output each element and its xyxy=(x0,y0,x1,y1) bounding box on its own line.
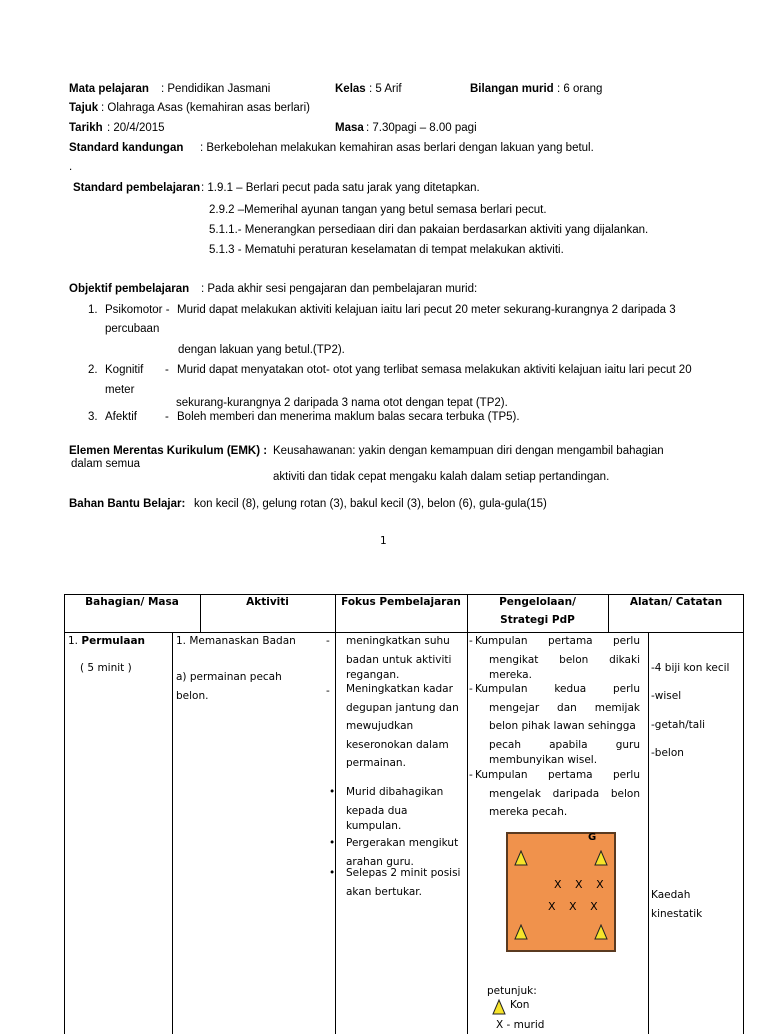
bahan-value: kon kecil (8), gelung rotan (3), bakul kecil (3), belon (6), gula-gula(15) xyxy=(194,498,547,510)
sp-item: 2.9.2 –Memerihal ayunan tangan yang betul semasa berlari pecut. xyxy=(209,204,547,216)
kaedah-label: Kaedah xyxy=(651,889,691,901)
sp-item: : 1.9.1 – Berlari pecut pada satu jarak yang ditetapkan. xyxy=(201,182,480,194)
bahagian-num: 1. xyxy=(68,635,79,647)
table-border xyxy=(172,632,173,1034)
pengelolaan-item: Kumpulan pertama perlu mengelak daripada belon mereka pecah. xyxy=(475,769,640,818)
objektif-text: dengan lakuan yang betul.(TP2). xyxy=(178,344,345,356)
alatan-item: -getah/tali xyxy=(651,719,706,731)
emk-value: aktiviti dan tidak cepat mengaku kalah dalam setiap pertandingan. xyxy=(273,471,610,483)
bahagian-title: Permulaan xyxy=(81,635,146,647)
cone-icon xyxy=(514,924,528,940)
bahagian-time: ( 5 minit ) xyxy=(80,662,132,674)
objektif-text: Murid dapat melakukan aktiviti kelajuan iaitu lari pecut 20 meter sekurang-kurangnya 2 daripada 3 xyxy=(177,304,676,316)
objektif-text: Boleh memberi dan menerima maklum balas secara terbuka (TP5). xyxy=(177,411,520,423)
emk-label: Elemen Merentas Kurikulum (EMK) : xyxy=(69,445,268,457)
objektif-domain: Psikomotor - xyxy=(105,304,170,316)
fokus-item: Meningkatkan kadar degupan jantung dan mewujudkan keseronokan dalam permainan. xyxy=(346,683,459,769)
bahagian-cell xyxy=(68,632,145,651)
header-strategi: Strategi PdP xyxy=(500,614,575,626)
masa-value: : 7.30pagi – 8.00 pagi xyxy=(366,122,477,134)
tarikh-label: Tarikh xyxy=(69,122,103,134)
legend-murid: X - murid xyxy=(496,1019,545,1031)
bilangan-label: Bilangan murid xyxy=(470,83,554,95)
aktiviti-sub: belon. xyxy=(176,690,209,702)
table-border xyxy=(743,594,744,1034)
fokus-item: meningkatkan suhu badan untuk aktiviti regangan. xyxy=(346,635,452,681)
header-aktiviti: Aktiviti xyxy=(246,596,289,608)
kelas-label: Kelas xyxy=(335,83,366,95)
table-border xyxy=(335,594,336,1034)
objektif-num: 2. xyxy=(88,364,98,376)
teacher-marker: G xyxy=(588,832,597,843)
objektif-label: Objektif pembelajaran xyxy=(69,283,190,295)
cone-icon xyxy=(514,850,528,866)
bullet-icon: • xyxy=(329,867,336,879)
aktiviti-main: 1. Memanaskan Badan xyxy=(176,635,296,647)
page-number: 1 xyxy=(380,535,387,547)
dash-marker: - xyxy=(326,635,330,647)
tarikh-value: : 20/4/2015 xyxy=(107,122,165,134)
game-field-diagram xyxy=(506,832,616,952)
objektif-text: Murid dapat menyatakan otot- otot yang terlibat semasa melakukan aktiviti kelajuan iaitu lari pecut 20 xyxy=(177,364,692,376)
sp-item: 5.1.3 - Mematuhi peraturan keselamatan di tempat melakukan aktiviti. xyxy=(209,244,564,256)
bilangan-value: : 6 orang xyxy=(557,83,603,95)
aktiviti-sub: a) permainan pecah xyxy=(176,671,282,683)
objektif-text: sekurang-kurangnya 2 daripada 3 nama otot dengan tepat (TP2). xyxy=(176,397,508,409)
tajuk-value: : Olahraga Asas (kemahiran asas berlari) xyxy=(101,102,311,114)
masa-label: Masa xyxy=(335,122,364,134)
sk-value: : Berkebolehan melakukan kemahiran asas berlari dengan lakuan yang betul. xyxy=(200,142,594,154)
dash-marker: - xyxy=(469,635,473,647)
pengelolaan-item: Kumpulan kedua perlu mengejar dan memijak belon pihak lawan sehingga pecah apabila guru membunyikan wisel. xyxy=(475,683,640,766)
cone-icon xyxy=(594,924,608,940)
dash-marker: - xyxy=(326,685,330,697)
objektif-num: 3. xyxy=(88,411,98,423)
stray-dot: . xyxy=(69,161,73,173)
objektif-num: 1. xyxy=(88,304,98,316)
objektif-text: percubaan xyxy=(105,323,160,335)
bullet-icon: • xyxy=(329,786,336,798)
table-border xyxy=(467,594,468,1034)
sp-item: 5.1.1.- Menerangkan persediaan diri dan pakaian berdasarkan aktiviti yang dijalankan. xyxy=(209,224,649,236)
sp-label: Standard pembelajaran xyxy=(73,182,201,194)
table-border xyxy=(64,594,65,1034)
table-border xyxy=(648,632,649,1034)
header-pengelolaan: Pengelolaan/ xyxy=(499,596,576,608)
sk-label: Standard kandungan xyxy=(69,142,184,154)
objektif-dash: - xyxy=(165,411,169,423)
header-bahagian: Bahagian/ Masa xyxy=(85,596,179,608)
alatan-item: -4 biji kon kecil xyxy=(651,662,730,674)
fokus-item: Pergerakan mengikut arahan guru. xyxy=(346,837,459,868)
alatan-item: -wisel xyxy=(651,690,682,702)
header-fokus: Fokus Pembelajaran xyxy=(341,596,461,608)
mata-pelajaran-label: Mata pelajaran xyxy=(69,83,149,95)
dash-marker: - xyxy=(469,769,473,781)
student-markers: X X X xyxy=(548,900,603,913)
legend-title: petunjuk: xyxy=(487,985,537,997)
cone-icon xyxy=(492,999,506,1015)
kelas-value: : 5 Arif xyxy=(369,83,402,95)
tajuk-label: Tajuk xyxy=(69,102,99,114)
emk-value: Keusahawanan: yakin dengan kemampuan diri dengan mengambil bahagian xyxy=(273,445,664,457)
alatan-item: -belon xyxy=(651,747,684,759)
fokus-item: Selepas 2 minit posisi akan bertukar. xyxy=(346,867,461,898)
kaedah-value: kinestatik xyxy=(651,908,703,920)
mata-pelajaran-value: : Pendidikan Jasmani xyxy=(161,83,271,95)
student-markers: X X X xyxy=(554,878,609,891)
emk-value: dalam semua xyxy=(71,458,141,470)
cone-icon xyxy=(594,850,608,866)
objektif-domain: Afektif xyxy=(105,411,137,423)
legend-kon: Kon xyxy=(510,999,530,1011)
header-alatan: Alatan/ Catatan xyxy=(629,596,723,608)
objektif-intro: : Pada akhir sesi pengajaran dan pembelajaran murid: xyxy=(201,283,478,295)
objektif-dash: - xyxy=(165,364,169,376)
bullet-icon: • xyxy=(329,837,336,849)
objektif-domain: Kognitif xyxy=(105,364,144,376)
pengelolaan-item: Kumpulan pertama perlu mengikat belon dikaki mereka. xyxy=(475,635,640,681)
lesson-table xyxy=(64,594,744,1034)
dash-marker: - xyxy=(469,683,473,695)
objektif-text: meter xyxy=(105,384,135,396)
fokus-item: Murid dibahagikan kepada dua kumpulan. xyxy=(346,786,444,832)
bahan-label: Bahan Bantu Belajar: xyxy=(69,498,186,510)
